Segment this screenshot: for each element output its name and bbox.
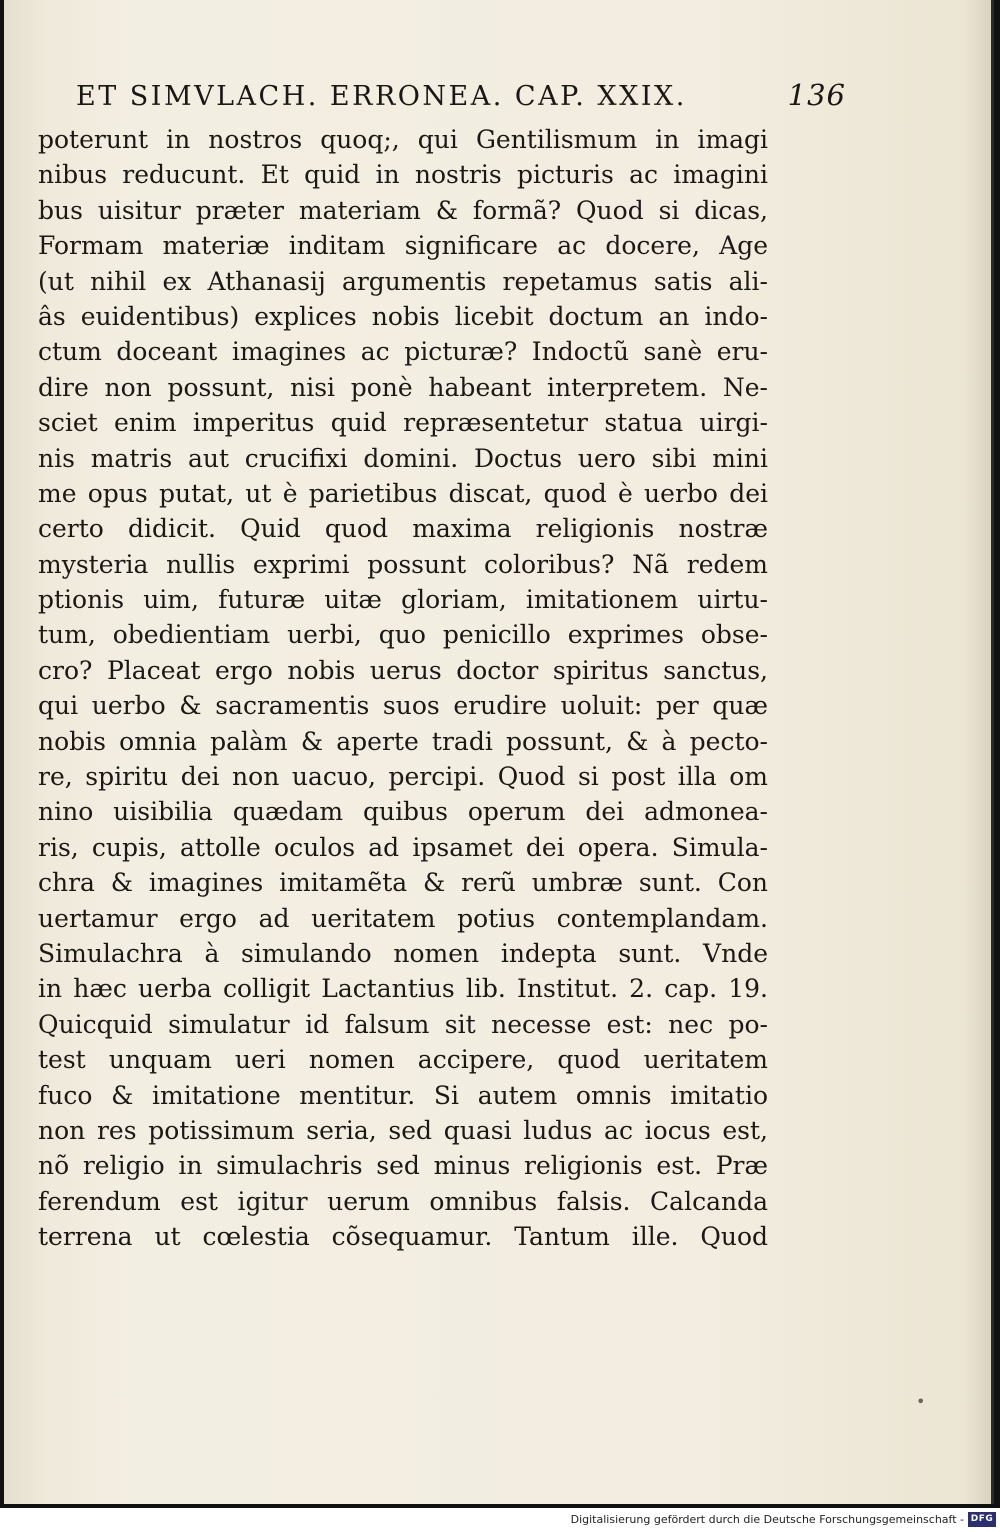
text-line: sciet enim imperitus quid repræsentetur statua uirgi- — [38, 408, 768, 438]
text-line: mysteria nullis exprimi possunt coloribus? Nã redem — [38, 549, 768, 579]
text-line: qui uerbo & sacramentis suos erudire uoluit: per quæ — [38, 691, 768, 721]
text-line: nibus reducunt. Et quid in nostris picturis ac imagini — [38, 160, 768, 190]
text-line: ptionis uim, futuræ uitæ gloriam, imitationem uirtu- — [38, 585, 768, 615]
running-head — [76, 78, 846, 118]
text-line: in hæc uerba colligit Lactantius lib. Institut. 2. cap. 19. — [38, 974, 768, 1004]
text-line: nobis omnia palàm & aperte tradi possunt, & à pecto- — [38, 726, 768, 756]
digitization-footer — [0, 1508, 1000, 1532]
text-line: Quicquid simulatur id falsum sit necesse est: nec po- — [38, 1009, 768, 1039]
text-line: re, spiritu dei non uacuo, percipi. Quod si post illa om — [38, 762, 768, 792]
body-text — [38, 122, 768, 1255]
text-line: chra & imagines imitamẽta & rerũ umbræ sunt. Con — [38, 868, 768, 898]
text-line: (ut nihil ex Athanasij argumentis repetamus satis ali- — [38, 266, 768, 296]
text-line: me opus putat, ut è parietibus discat, quod è uerbo dei — [38, 478, 768, 508]
text-line: âs euidentibus) explices nobis licebit doctum an indo- — [38, 301, 768, 331]
margin-mark: • — [916, 1392, 926, 1411]
book-page — [4, 0, 994, 1504]
text-line: Formam materiæ inditam significare ac docere, Age — [38, 231, 768, 261]
text-line: ris, cupis, attolle oculos ad ipsamet dei opera. Simula- — [38, 832, 768, 862]
running-head-title: ET SIMVLACH. ERRONEA. CAP. XXIX. — [76, 81, 687, 112]
text-line: test unquam ueri nomen accipere, quod ueritatem — [38, 1045, 768, 1075]
text-line: nis matris aut crucifixi domini. Doctus uero sibi mini — [38, 443, 768, 473]
text-line: non res potissimum seria, sed quasi ludus ac iocus est, — [38, 1115, 768, 1145]
text-line: Simulachra à simulando nomen indepta sunt. Vnde — [38, 938, 768, 968]
text-line: nõ religio in simulachris sed minus religionis est. Præ — [38, 1151, 768, 1181]
text-line: ctum doceant imagines ac picturæ? Indoctũ sanè eru- — [38, 337, 768, 367]
text-line: nino uisibilia quædam quibus operum dei admonea- — [38, 797, 768, 827]
text-line: uertamur ergo ad ueritatem potius contemplandam. — [38, 903, 768, 933]
text-line: dire non possunt, nisi ponè habeant interpretem. Ne- — [38, 372, 768, 402]
text-line: bus uisitur præter materiam & formã? Quod si dicas, — [38, 195, 768, 225]
page-number: 136 — [787, 78, 846, 112]
text-line: terrena ut cœlestia cõsequamur. Tantum ille. Quod — [38, 1222, 768, 1252]
text-line: tum, obedientiam uerbi, quo penicillo exprimes obse- — [38, 620, 768, 650]
text-line: ferendum est igitur uerum omnibus falsis. Calcanda — [38, 1186, 768, 1216]
page-content — [32, 78, 846, 1252]
funding-credit: Digitalisierung gefördert durch die Deutsche Forschungsgemeinschaft - — [570, 1513, 964, 1526]
dfg-logo-icon: DFG — [968, 1512, 996, 1527]
text-line: cro? Placeat ergo nobis uerus doctor spiritus sanctus, — [38, 655, 768, 685]
text-line: poterunt in nostros quoq;, qui Gentilismum in imagi — [38, 125, 768, 154]
text-line: certo didicit. Quid quod maxima religionis nostræ — [38, 514, 768, 544]
text-line: fuco & imitatione mentitur. Si autem omnis imitatio — [38, 1080, 768, 1110]
